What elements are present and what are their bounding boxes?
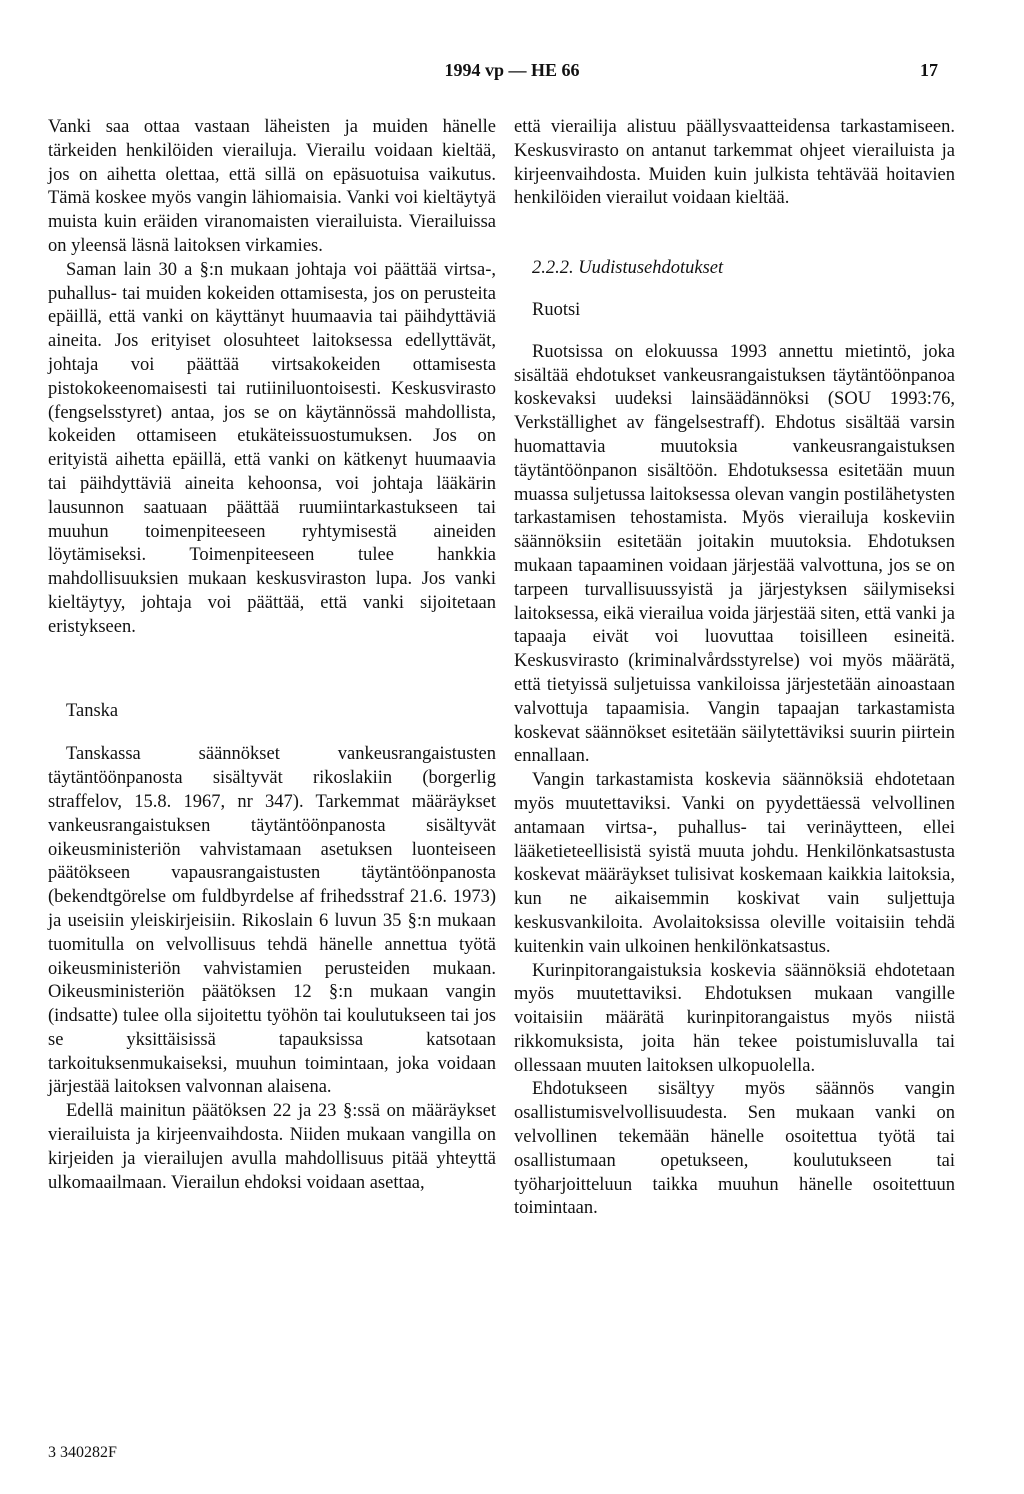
running-header: 1994 vp — HE 66 [444,60,580,80]
paragraph: Kurinpitorangaistuksia koskevia säännöksiä ehdotetaan myös muutettaviksi. Ehdotuksen mukaan vangille voitaisiin määrätä kurinpitorangaistus myös niistä rikkomuksista, joita hän tekee poistumisluvalla tai ollessaan muuten laitoksen ulkopuolella. [514,960,955,1076]
right-column [514,116,955,1221]
paragraph: Ruotsissa on elokuussa 1993 annettu mietintö, joka sisältää ehdotukset vankeusrangaistuksen täytäntöönpanoa koskevaksi uudeksi lainsäädännöksi (SOU 1993:76, Verkställighet av fängelsestraff). Ehdotus sisältää varsin huomattavia muutoksia vankeusrangaistuksen täytäntöönpanon sisältöön. Ehdotuksessa esitetään muun muassa suljetussa laitoksessa olevan vangin postilähetysten tarkastamisen tehostamista. Myös vierailuja koskeviin säännöksiin esitetään joitakin muutoksia. Ehdotuksen mukaan tapaaminen voidaan järjestää valvottuna, jos se on tarpeen turvallisuussyistä ja järjestyksen säilymiseksi laitoksessa, eikä vierailua voida järjestää siten, että vanki ja tapaaja eivät voi luovuttaa toisilleen esineitä. Keskusvirasto (kriminalvårdsstyrelse) voi myös määrätä, että tietyissä suljetuissa vankiloissa järjestetään ainoastaan valvottuja tapaamisia. Vangin tapaajan tarkastamista koskevat säännökset esitetään säilytettäviksi suurin piirtein ennallaan. [514,341,955,767]
heading-ruotsi: Ruotsi [532,299,581,320]
paragraph: Vanki saa ottaa vastaan läheisten ja muiden hänelle tärkeiden henkilöiden vierailuja. Vierailu voidaan kieltää, jos on aihetta olettaa, että sillä on epäsuotuisa vaikutus. Tämä koskee myös vangin lähiomaisia. Vanki voi kieltäytyä muista kuin eräiden viranomaisten vierailuista. Vierailuissa on yleensä läsnä laitoksen virkamies. [48,117,496,256]
page-number: 17 [920,60,938,80]
paragraph: Saman lain 30 a §:n mukaan johtaja voi päättää virtsa-, puhallus- tai muiden kokeiden ottamisesta, jos on perusteita epäillä, että vanki on käyttänyt huumaavia tai päihdyttäviä aineita. Jos erityiset olosuhteet laitoksessa edellyttävät, johtaja voi päättää virtsakokeiden ottamisesta pistokokeenomaisesti tai rutiiniluontoisesti. Keskusvirasto (fengselsstyret) antaa, jos se on käytännössä mahdollista, kokeiden ottamiseen etukäteissuostumuksen. Jos on erityistä aihetta epäillä, että vanki on kätkenyt huumaavia tai päihdyttäviä aineita kehoonsa, voi johtaja lääkärin lausunnon saatuaan päättää ruumiintarkastukseen tai muuhun toimenpiteeseen ryhtymisestä aineiden löytämiseksi. Toimenpiteeseen tulee hankkia mahdollisuuksien mukaan keskusviraston lupa. Jos vanki kieltäytyy, johtaja voi päättää, että vanki sijoitetaan eristykseen. [48,259,496,637]
heading-tanska: Tanska [66,700,119,721]
paragraph: Tanskassa säännökset vankeusrangaistusten täytäntöönpanosta sisältyvät rikoslakiin (borgerlig straffelov, 15.8. 1967, nr 347). Tarkemmat määräykset vankeusrangaistuksen täytäntöönpanosta sisältyvät oikeusministeriön vahvistamaan asetuksen luonteiseen päätökseen vapausrangaistusten täytäntöönpanosta (bekendtgörelse om fuldbyrdelse af frihedsstraf 21.6. 1973) ja useisiin yleiskirjeisiin. Rikoslain 6 luvun 35 §:n mukaan tuomitulla on velvollisuus tehdä hänelle annettua työtä oikeusministeriön vahvistamien perusteiden mukaan. Oikeusministeriön päätöksen 12 §:n mukaan vangin (indsatte) tulee olla sijoitettu työhön tai koulutukseen tai jos se yksittäisissä tapauksissa katsotaan tarkoituksenmukaiseksi, muuhun toimintaan, joka voidaan järjestää laitoksen valvonnan alaisena. [48,744,496,1098]
paragraph: Vangin tarkastamista koskevia säännöksiä ehdotetaan myös muutettaviksi. Vanki on pyydettäessä velvollinen antamaan virtsa-, puhallus- tai verinäytteen, ellei lääketieteellisistä syistä muuta johdu. Henkilönkatsastusta koskevat määräykset tulisivat koskemaan kaikkia laitoksia, kun ne aikaisemmin koskivat vain suljettuja keskusvankiloita. Avolaitoksissa oleville voitaisiin tehdä kuitenkin vain ulkoinen henkilönkatsastus. [514,770,955,957]
paragraph: että vierailija alistuu päällysvaatteidensa tarkastamiseen. Keskusvirasto on antanut tarkemmat ohjeet vierailuista ja kirjeenvaihdosta. Muiden kuin julkista tehtävää hoitavien henkilöiden vierailut voidaan kieltää. [514,117,955,209]
paragraph: Edellä mainitun päätöksen 22 ja 23 §:ssä on määräykset vierailuista ja kirjeenvaihdosta. Niiden mukaan vangilla on kirjeiden ja vierailujen avulla mahdollisuus pitää yhteyttä ulkomaailmaan. Vierailun ehdoksi voidaan asettaa, [48,1101,496,1193]
left-column [48,116,496,1195]
section-heading: 2.2.2. Uudistusehdotukset [532,258,724,279]
paragraph: Ehdotukseen sisältyy myös säännös vangin osallistumisvelvollisuudesta. Sen mukaan vanki on velvollinen tekemään hänelle osoitettua työtä tai osallistumaan opetukseen, koulutukseen tai työharjoitteluun taikka muuhun hänelle osoitettuun toimintaan. [514,1079,955,1219]
print-code: 3 340282F [48,1444,117,1461]
